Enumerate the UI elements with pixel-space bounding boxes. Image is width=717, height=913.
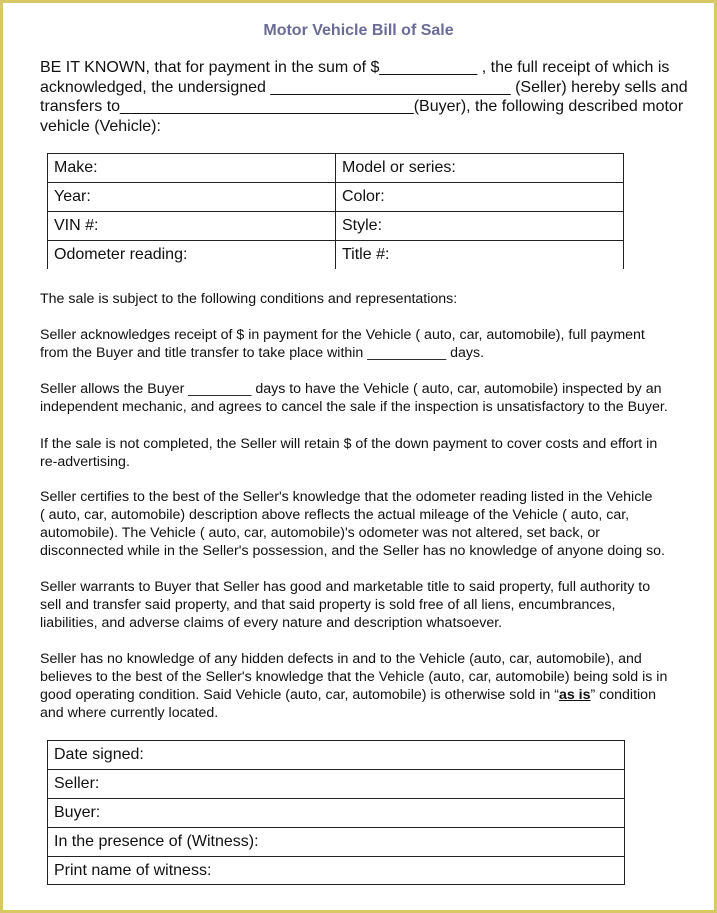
conditions-intro: The sale is subject to the following conditions and representations: [40,291,458,307]
year-cell: Year: [48,183,336,212]
payment-paragraph: Seller acknowledges receipt of $ in payment for the Vehicle ( auto, car, automobile), full payment from the Buyer and title transfer to take place within __________ days. [40,327,645,361]
table-row [48,799,625,828]
color-cell: Color: [336,183,624,212]
vehicle-details-table [47,153,624,269]
table-row [48,741,625,770]
odometer-paragraph: Seller certifies to the best of the Seller's knowledge that the odometer reading listed in the Vehicle ( auto, car, automobile) description above reflects the actual mileage of the Vehicle ( auto, car, automobile). The Vehicle ( auto, car, automobile)'s odometer was not altered, set back, or disconnected while in the Seller's possession, and the Seller has no knowledge of anyone doing so. [40,489,665,559]
buyer-blank: _________________________________ [120,98,414,115]
defects-paragraph: Seller has no knowledge of any hidden defects in and to the Vehicle (auto, car, automobile), and believes to the best of the Seller's knowledge that the Vehicle (auto, car, automobile) being sold is in good operating condition. Said Vehicle (auto, car, automobile) is otherwise sold in “as is” condition and where currently located. [40,651,668,721]
odometer-cell: Odometer reading: [48,241,336,270]
intro-line: acknowledged, the undersigned ___________________________ (Seller) hereby sells and [40,78,688,96]
buyer-signature-cell: Buyer: [48,799,625,828]
page-title: Motor Vehicle Bill of Sale [263,22,454,39]
table-row [48,183,624,212]
seller-signature-cell: Seller: [48,770,625,799]
seller-blank: ___________________________ [270,78,511,96]
make-cell: Make: [48,154,336,183]
amount-blank: ___________ [379,59,478,76]
intro-line: transfers to_________________________________(Buyer), the following described motor [40,98,684,115]
document-page [3,3,714,910]
witness-cell: In the presence of (Witness): [48,828,625,857]
table-row [48,241,624,270]
table-row [48,828,625,857]
vin-cell: VIN #: [48,212,336,241]
as-is-term: as is [558,687,591,703]
style-cell: Style: [336,212,624,241]
table-row [48,212,624,241]
table-row [48,770,625,799]
inspection-paragraph: Seller allows the Buyer ________ days to have the Vehicle ( auto, car, automobile) inspected by an independent mechanic, and agrees to cancel the sale if the inspection is unsatisfactory to the Buyer. [40,381,668,415]
table-row [48,857,625,885]
title-warranty-paragraph: Seller warrants to Buyer that Seller has good and marketable title to said property, full authority to sell and transfer said property, and that said property is sold free of all liens, encumbrances, liabilities, and adverse claims of every nature and description whatsoever. [40,579,651,631]
table-row [48,154,624,183]
intro-line: BE IT KNOWN, that for payment in the sum of $___________ , the full receipt of which is [40,59,670,76]
witness-name-cell: Print name of witness: [48,857,625,885]
intro-paragraph [40,58,688,136]
model-cell: Model or series: [336,154,624,183]
intro-line: vehicle (Vehicle): [40,117,161,135]
down-payment-paragraph: If the sale is not completed, the Seller will retain $ of the down payment to cover costs and effort in re-advertising. [40,436,658,470]
signature-table [47,740,625,885]
title-number-cell: Title #: [336,241,624,270]
date-signed-cell: Date signed: [48,741,625,770]
